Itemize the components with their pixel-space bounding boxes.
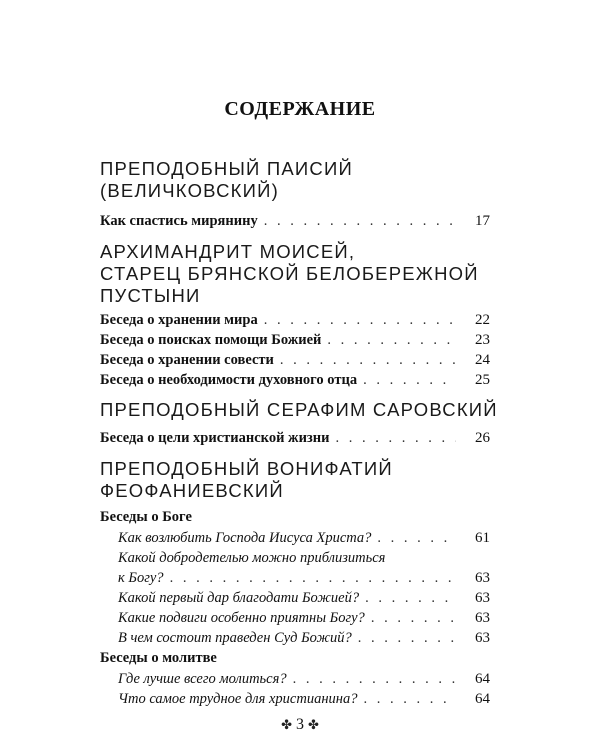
entry-title: В чем состоит праведен Суд Божий? bbox=[118, 630, 352, 646]
entry-page: 22 bbox=[475, 312, 490, 328]
leader-dots bbox=[363, 689, 456, 709]
author-heading-moisey bbox=[100, 241, 500, 307]
entry-page: 64 bbox=[475, 691, 490, 707]
toc-entry bbox=[100, 428, 490, 448]
toc-entry bbox=[100, 211, 490, 231]
entry-title: Беседа о поисках помощи Божией bbox=[100, 332, 322, 348]
toc-entry bbox=[100, 310, 490, 330]
author-line: ПУСТЫНИ bbox=[100, 285, 201, 306]
entry-page: 17 bbox=[475, 213, 490, 229]
entry-page: 63 bbox=[475, 610, 490, 626]
entry-page: 24 bbox=[475, 352, 490, 368]
entry-page: 61 bbox=[475, 530, 490, 546]
page-number-footer bbox=[0, 716, 600, 734]
author-line: ПРЕПОДОБНЫЙ ПАИСИЙ bbox=[100, 158, 353, 179]
author-line: (ВЕЛИЧКОВСКИЙ) bbox=[100, 180, 279, 201]
toc-entry bbox=[118, 608, 490, 628]
entry-page: 64 bbox=[475, 671, 490, 687]
toc-entry bbox=[118, 528, 490, 548]
entry-page: 63 bbox=[475, 590, 490, 606]
author-line: СТАРЕЦ БРЯНСКОЙ БЕЛОБЕРЕЖНОЙ bbox=[100, 263, 479, 284]
page-title: СОДЕРЖАНИЕ bbox=[224, 98, 376, 120]
entry-page: 63 bbox=[475, 570, 490, 586]
entry-title: Какой добродетелью можно приблизиться bbox=[118, 550, 386, 566]
entry-page: 63 bbox=[475, 630, 490, 646]
entry-page: 25 bbox=[475, 372, 490, 388]
toc-entry bbox=[118, 628, 490, 648]
leader-dots bbox=[335, 428, 456, 448]
leader-dots bbox=[327, 330, 456, 350]
entry-page: 26 bbox=[475, 430, 490, 446]
ornament-left-icon: ✤ bbox=[281, 717, 292, 732]
leader-dots bbox=[280, 350, 456, 370]
section-heading-prayer: Беседы о молитве bbox=[100, 650, 217, 666]
author-heading-vonifatiy bbox=[100, 458, 500, 502]
entry-title: Беседа о необходимости духовного отца bbox=[100, 372, 358, 388]
leader-dots bbox=[170, 568, 456, 588]
leader-dots bbox=[363, 370, 456, 390]
author-line: ПРЕПОДОБНЫЙ СЕРАФИМ САРОВСКИЙ bbox=[100, 399, 498, 420]
toc-entry bbox=[118, 588, 490, 608]
entry-title-continuation: к Богу? bbox=[118, 570, 164, 586]
toc-entry bbox=[100, 370, 490, 390]
entry-page: 23 bbox=[475, 332, 490, 348]
toc-entry bbox=[118, 568, 490, 588]
entry-title: Что самое трудное для христианина? bbox=[118, 691, 358, 707]
author-heading-serafim bbox=[100, 399, 500, 421]
leader-dots bbox=[358, 628, 456, 648]
leader-dots bbox=[365, 588, 456, 608]
entry-title: Как возлюбить Господа Иисуса Христа? bbox=[118, 530, 372, 546]
author-line: ПРЕПОДОБНЫЙ ВОНИФАТИЙ bbox=[100, 458, 393, 479]
section-heading-god: Беседы о Боге bbox=[100, 509, 192, 525]
author-heading-paisiy bbox=[100, 158, 500, 202]
leader-dots bbox=[264, 211, 456, 231]
entry-title: Беседа о хранении мира bbox=[100, 312, 258, 328]
leader-dots bbox=[264, 310, 456, 330]
entry-title: Какие подвиги особенно приятны Богу? bbox=[118, 610, 365, 626]
ornament-right-icon: ✤ bbox=[308, 717, 319, 732]
entry-title: Какой первый дар благодати Божией? bbox=[118, 590, 360, 606]
leader-dots bbox=[377, 528, 456, 548]
entry-title: Беседа о хранении совести bbox=[100, 352, 274, 368]
entry-title: Где лучше всего молиться? bbox=[118, 671, 287, 687]
author-line: ФЕОФАНИЕВСКИЙ bbox=[100, 480, 284, 501]
toc-entry bbox=[100, 330, 490, 350]
entry-title: Как спастись мирянину bbox=[100, 213, 258, 229]
toc-entry bbox=[100, 350, 490, 370]
toc-entry bbox=[118, 669, 490, 689]
author-line: АРХИМАНДРИТ МОИСЕЙ, bbox=[100, 241, 356, 262]
entry-title: Беседа о цели христианской жизни bbox=[100, 430, 330, 446]
leader-dots bbox=[371, 608, 456, 628]
page-number: 3 bbox=[296, 716, 304, 733]
toc-entry bbox=[118, 689, 490, 709]
leader-dots bbox=[293, 669, 456, 689]
